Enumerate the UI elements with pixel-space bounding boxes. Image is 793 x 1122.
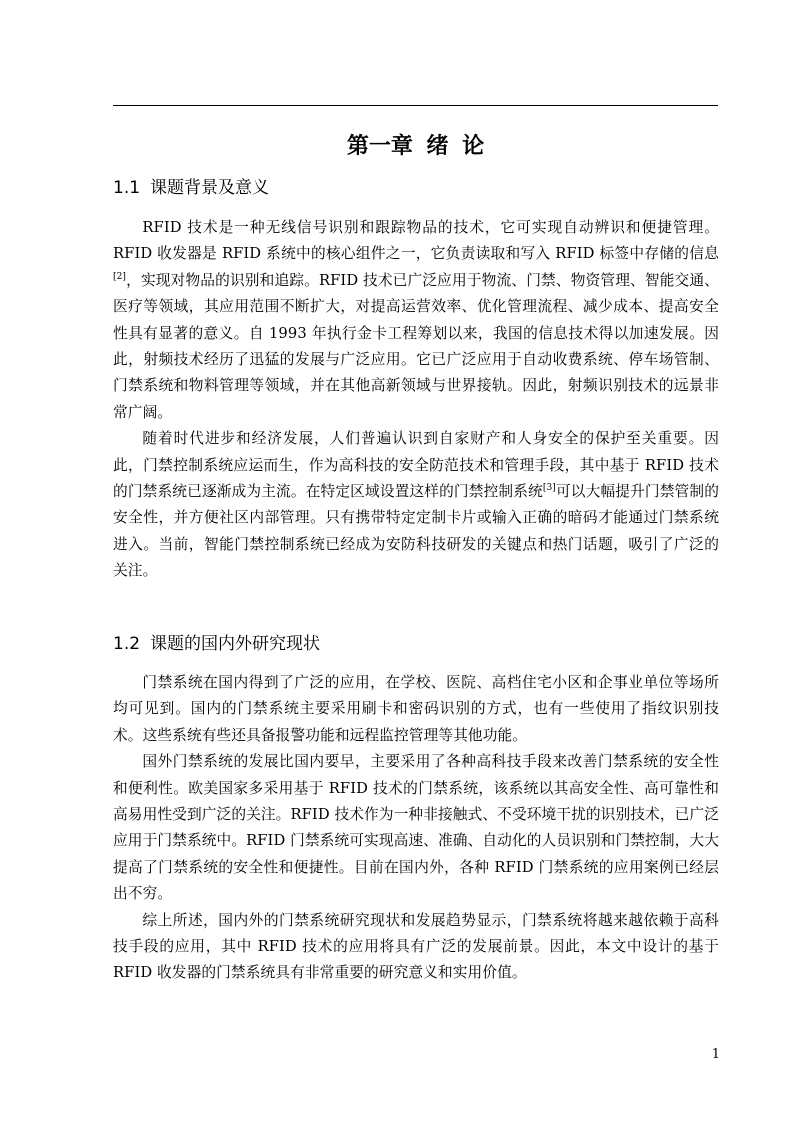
paragraph	[113, 749, 719, 907]
section-title: 课题的国内外研究现状	[150, 634, 321, 654]
paragraph	[113, 908, 719, 987]
citation-ref: [2]	[113, 271, 127, 282]
paragraph-text: 综上所述，国内外的门禁系统研究现状和发展趋势显示，门禁系统将越来越依赖于高科技手段的应用，其中 RFID 技术的应用将具有广泛的发展前景。因此，本文中设计的基于 RFID 收发器的门禁系统具有非常重要的研究意义和实用价值。	[113, 911, 719, 982]
section-heading	[113, 176, 718, 200]
paragraph	[113, 426, 719, 584]
paragraph	[113, 670, 719, 749]
paragraph	[113, 215, 719, 426]
paragraph-text: 可以大幅提升门禁管制的安全性，并方便社区内部管理。只有携带特定定制卡片或输入正确的暗码才能通过门禁系统进入。当前，智能门禁控制系统已经成为安防科技研发的关键点和热门话题，吸引了广泛的关注。	[113, 483, 719, 580]
paragraph-text: 随着时代进步和经济发展，人们普遍认识到自家财产和人身安全的保护至关重要。因此，门禁控制系统应运而生，作为高科技的安全防范技术和管理手段，其中基于 RFID 技术的门禁系统已逐渐成为主流。在特定区域设置这样的门禁控制系统	[113, 430, 719, 501]
section-number: 1.2	[113, 634, 141, 654]
citation-ref: [3]	[542, 483, 556, 494]
paragraph-text: 门禁系统在国内得到了广泛的应用，在学校、医院、高档住宅小区和企事业单位等场所均可见到。国内的门禁系统主要采用刷卡和密码识别的方式，也有一些使用了指纹识别技术。这些系统有些还具备报警功能和远程监控管理等其他功能。	[113, 674, 719, 744]
paragraph-text: RFID 技术是一种无线信号识别和跟踪物品的技术，它可实现自动辨识和便捷管理。RFID 收发器是 RFID 系统中的核心组件之一，它负责读取和写入 RFID 标签中存储的信息	[113, 219, 719, 263]
section-title: 课题背景及意义	[150, 178, 270, 198]
page-number: 1	[711, 1047, 720, 1062]
paragraph-text: 国外门禁系统的发展比国内要早，主要采用了各种高科技手段来改善门禁系统的安全性和便利性。欧美国家多采用基于 RFID 技术的门禁系统，该系统以其高安全性、高可靠性和高易用性受到广泛的关注。RFID 技术作为一种非接触式、不受环境干扰的识别技术，已广泛应用于门禁系统中。RFID 门禁系统可实现高速、准确、自动化的人员识别和门禁控制，大大提高了门禁系统的安全性和便捷性。目前在国内外，各种 RFID 门禁系统的应用案例已经层出不穷。	[113, 753, 719, 903]
section-body	[113, 670, 719, 987]
chapter-title: 第一章 绪 论	[346, 134, 485, 159]
section-heading	[113, 632, 718, 656]
header-rule	[113, 105, 718, 106]
section-number: 1.1	[113, 178, 141, 198]
section-body	[113, 215, 719, 585]
paragraph-text: ，实现对物品的识别和追踪。RFID 技术已广泛应用于物流、门禁、物资管理、智能交通、医疗等领域，其应用范围不断扩大，对提高运营效率、优化管理流程、减少成本、提高安全性具有显著的意义。自 1993 年执行金卡工程筹划以来，我国的信息技术得以加速发展。因此，射频技术经历了迅猛的发展与广泛应用。它已广泛应用于自动收费系统、停车场管制、门禁系统和物料管理等领域，并在其他高新领域与世界接轨。因此，射频识别技术的远景非常广阔。	[113, 271, 719, 421]
